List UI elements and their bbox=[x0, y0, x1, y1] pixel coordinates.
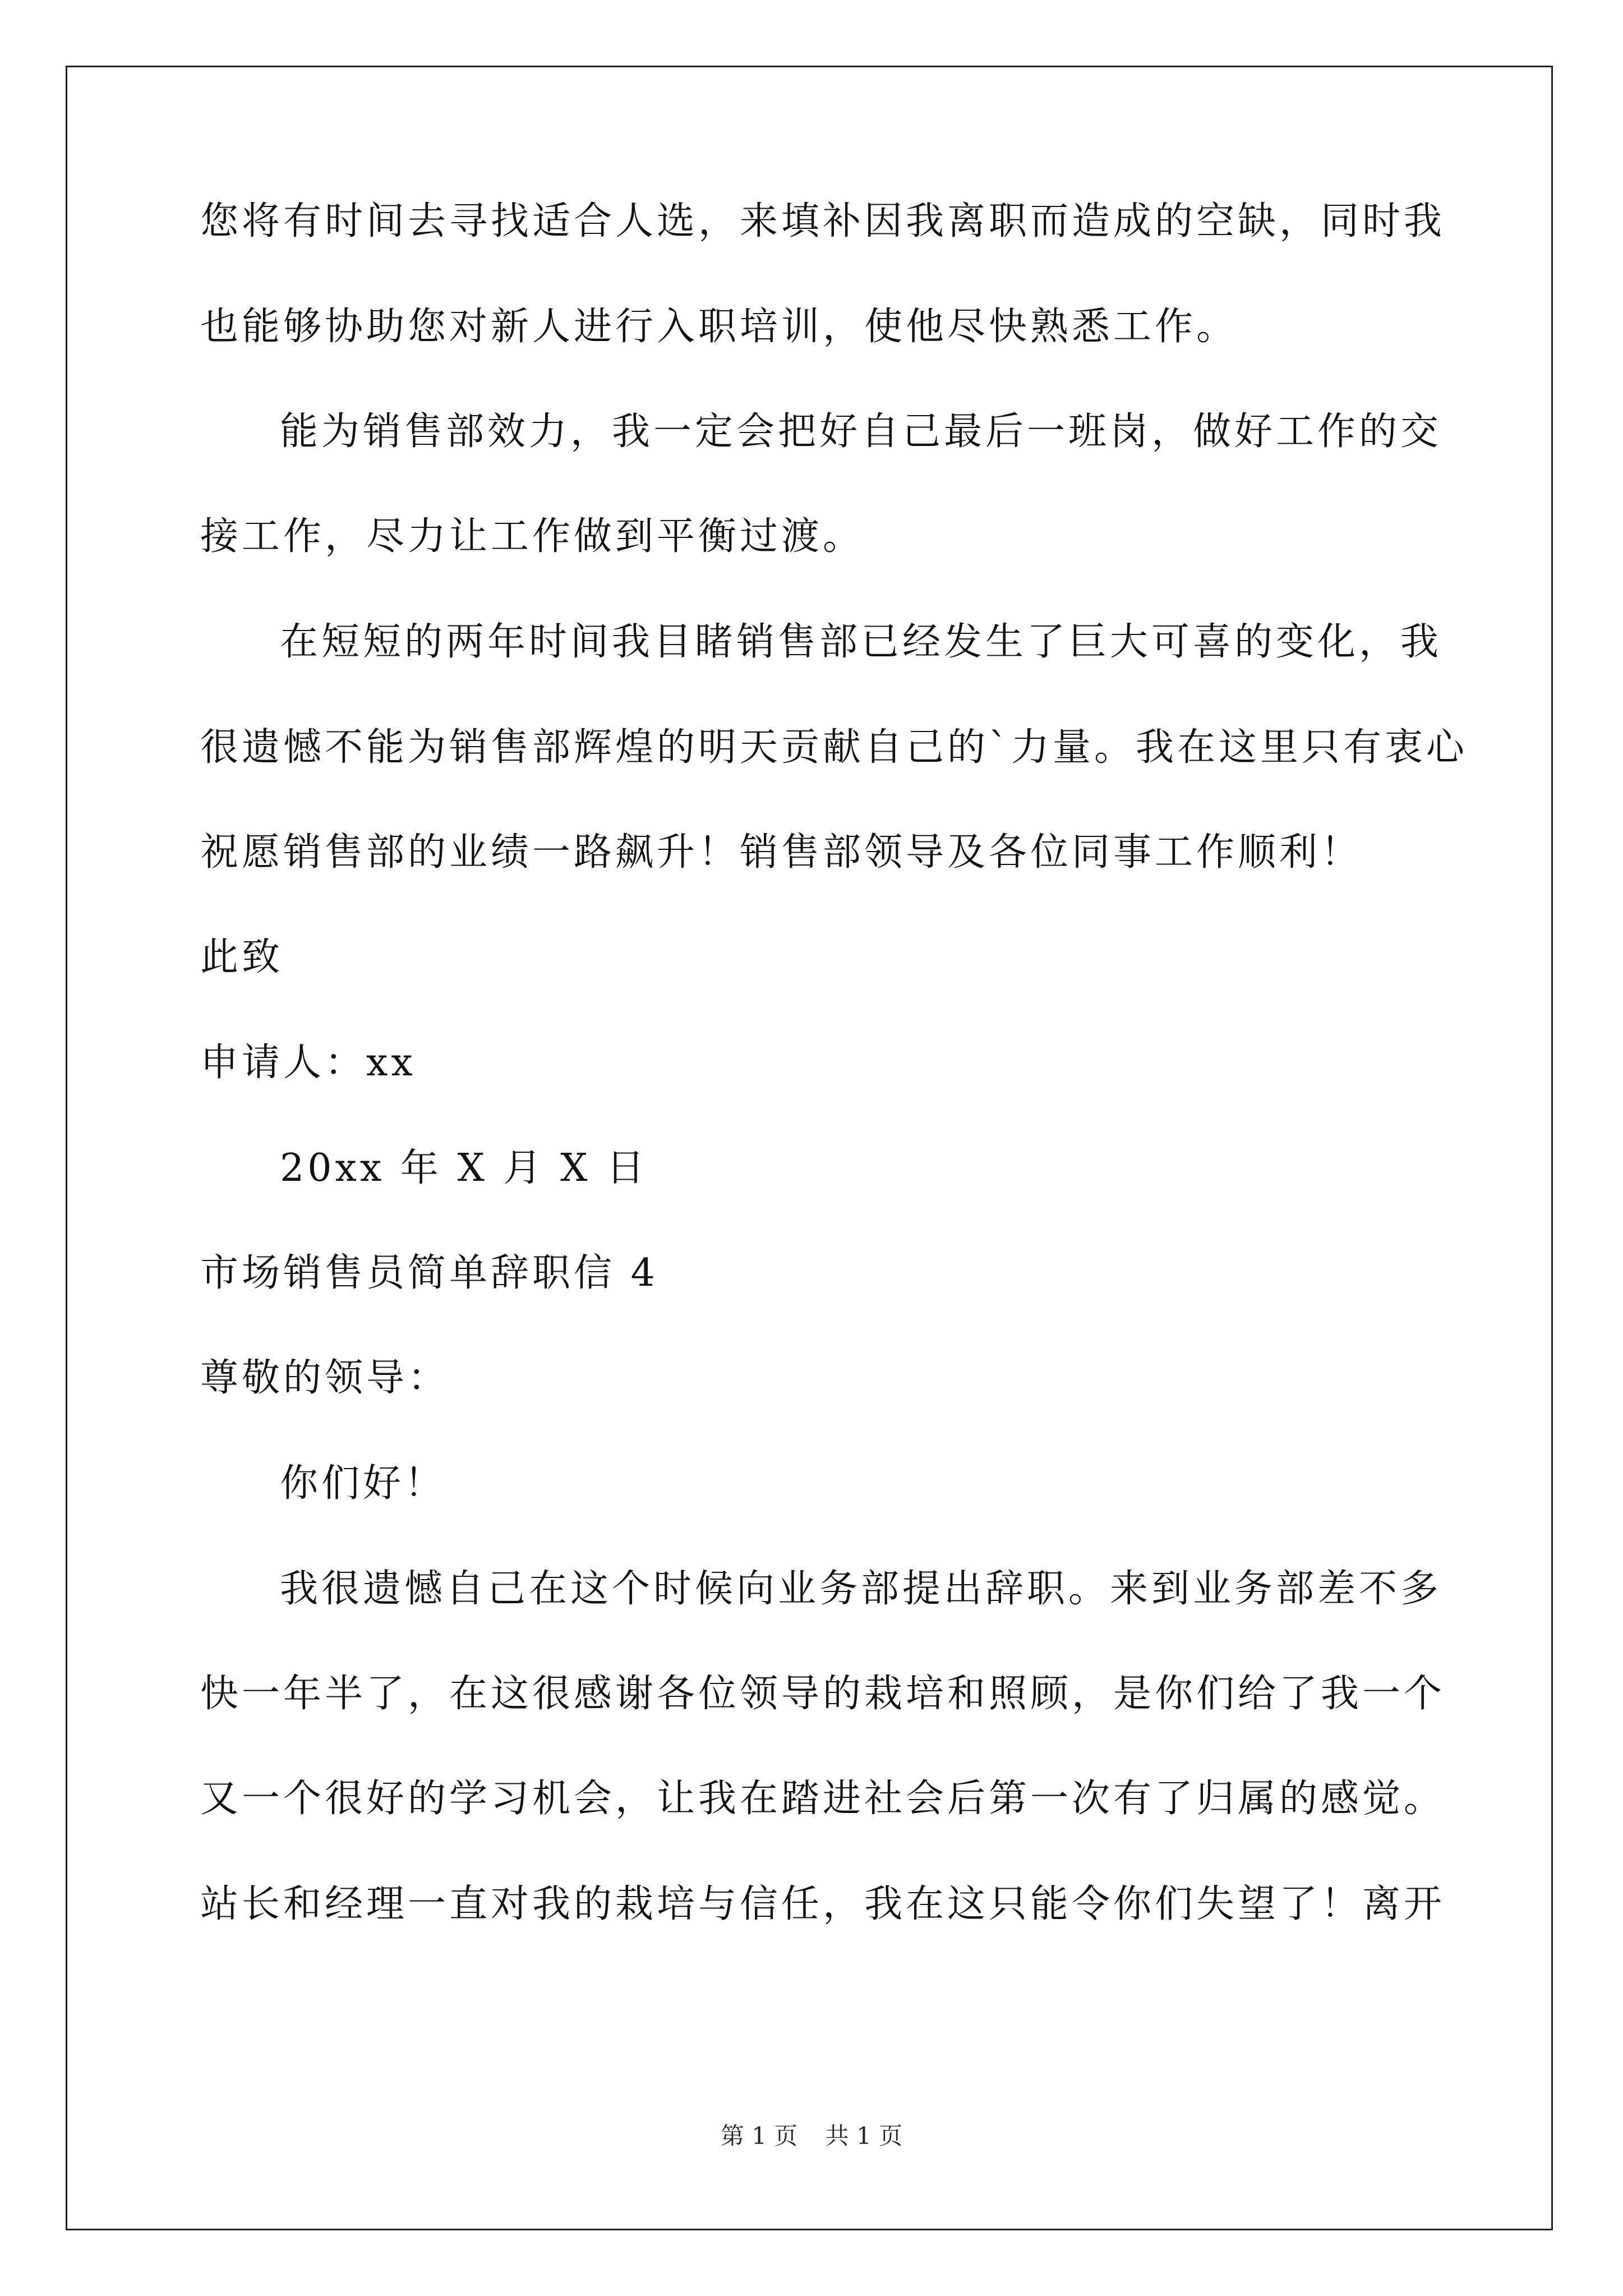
page-footer bbox=[0, 2119, 1623, 2153]
greeting-line: 你们好！ bbox=[280, 1461, 446, 1506]
paragraph-line: 能为销售部效力，我一定会把好自己最后一班岗，做好工作的交 bbox=[280, 409, 1442, 454]
paragraph-line: 接工作，尽力让工作做到平衡过渡。 bbox=[200, 514, 865, 559]
paragraph-line: 在短短的两年时间我目睹销售部已经发生了巨大可喜的变化，我 bbox=[280, 620, 1442, 664]
greeting: 尊敬的领导： bbox=[200, 1356, 450, 1400]
paragraph-line: 站长和经理一直对我的栽培与信任，我在这只能令你们失望了！离开 bbox=[200, 1882, 1446, 1926]
section-title: 市场销售员简单辞职信 4 bbox=[200, 1251, 658, 1295]
page-number: 第 1 页 bbox=[720, 2122, 798, 2150]
paragraph-line: 我很遗憾自己在这个时候向业务部提出辞职。来到业务部差不多 bbox=[280, 1567, 1442, 1611]
paragraph-line: 快一年半了，在这很感谢各位领导的栽培和照顾，是你们给了我一个 bbox=[200, 1672, 1446, 1716]
closing-salutation: 此致 bbox=[200, 935, 284, 979]
paragraph-line: 您将有时间去寻找适合人选，来填补因我离职而造成的空缺，同时我 bbox=[200, 199, 1446, 243]
paragraph-line: 也能够协助您对新人进行入职培训，使他尽快熟悉工作。 bbox=[200, 305, 1238, 349]
paragraph-line: 祝愿销售部的业绩一路飙升！销售部领导及各位同事工作顺利！ bbox=[200, 830, 1363, 875]
applicant-line: 申请人：xx bbox=[200, 1041, 416, 1085]
paragraph-line: 又一个很好的学习机会，让我在踏进社会后第一次有了归属的感觉。 bbox=[200, 1777, 1446, 1821]
date-line: 20xx 年 X 月 X 日 bbox=[280, 1146, 648, 1190]
total-pages: 共 1 页 bbox=[825, 2122, 903, 2150]
paragraph-line: 很遗憾不能为销售部辉煌的明天贡献自己的`力量。我在这里只有衷心 bbox=[200, 725, 1468, 770]
